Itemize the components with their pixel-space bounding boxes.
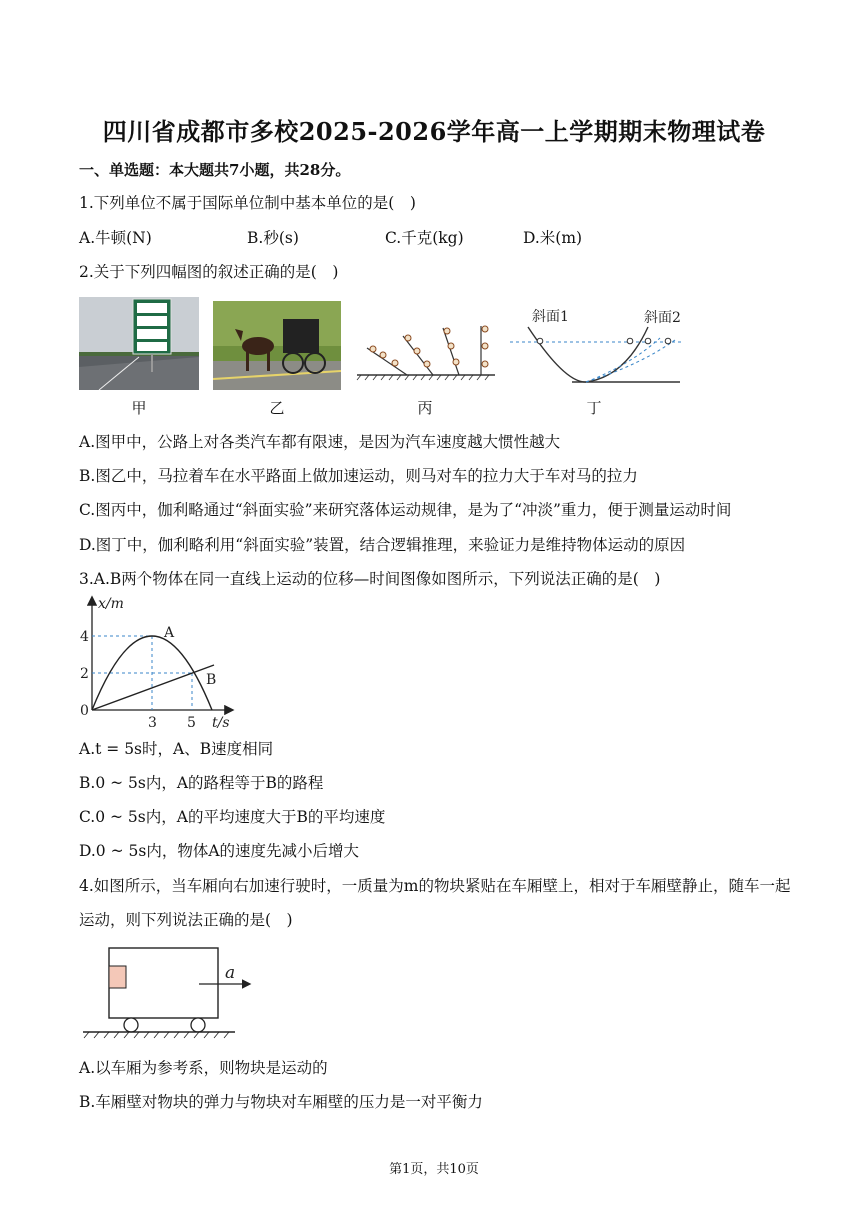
ramp2-label: 斜面2: [644, 310, 681, 326]
q2-option-c[interactable]: C.图丙中，伽利略通过“斜面实验”来研究落体运动规律，是为了“冲淡”重力，便于测量运动时间: [79, 501, 732, 519]
acceleration-label: a: [225, 963, 236, 983]
section-heading: 一、单选题：本大题共7小题，共28分。: [79, 161, 351, 179]
caption-yi: 乙: [269, 399, 285, 417]
q3-option-c[interactable]: C.0 ~ 5s内，A的平均速度大于B的平均速度: [79, 808, 386, 826]
q3-stem: 3.A.B两个物体在同一直线上运动的位移—时间图像如图所示，下列说法正确的是( ): [79, 570, 661, 588]
q4-option-a[interactable]: A.以车厢为参考系，则物块是运动的: [79, 1059, 328, 1077]
q2-option-b[interactable]: B.图乙中，马拉着车在水平路面上做加速运动，则马对车的拉力大于车对马的拉力: [79, 467, 638, 485]
x-tick-3: 3: [148, 715, 157, 731]
page-footer: 第1页，共10页: [389, 1162, 479, 1177]
q1-option-c[interactable]: C.千克(kg): [385, 229, 464, 247]
x-tick-5: 5: [187, 715, 196, 731]
q3-option-d[interactable]: D.0 ~ 5s内，物体A的速度先减小后增大: [79, 842, 360, 860]
x-axis-label: t/s: [212, 715, 230, 731]
caption-ding: 丁: [586, 399, 602, 417]
q4-carriage-diagram: [79, 940, 259, 1040]
q1-option-d[interactable]: D.米(m): [523, 229, 583, 247]
q2-stem: 2.关于下列四幅图的叙述正确的是( ): [79, 263, 339, 281]
caption-jia: 甲: [131, 399, 147, 417]
y-tick-4: 4: [80, 629, 89, 645]
page-title: 四川省成都市多校2025-2026学年高一上学期期末物理试卷: [102, 117, 766, 146]
q4-stem-line1: 4.如图所示，当车厢向右加速行驶时，一质量为m的物块紧贴在车厢壁上，相对于车厢壁静止，随车一起: [79, 877, 791, 895]
q4-option-b[interactable]: B.车厢壁对物块的弹力与物块对车厢壁的压力是一对平衡力: [79, 1093, 483, 1111]
q1-option-b[interactable]: B.秒(s): [247, 229, 299, 247]
figure-ding-ramps-diagram: [510, 305, 690, 387]
q3-xt-graph: [72, 590, 242, 732]
q4-stem-line2: 运动，则下列说法正确的是( ): [79, 911, 293, 929]
q1-stem: 1.下列单位不属于国际单位制中基本单位的是( ): [79, 194, 416, 212]
q2-option-d[interactable]: D.图丁中，伽利略利用“斜面实验”装置，结合逻辑推理，来验证力是维持物体运动的原因: [79, 536, 686, 554]
curve-a-label: A: [164, 625, 175, 641]
caption-bing: 丙: [417, 399, 433, 417]
origin-tick: 0: [80, 703, 89, 719]
figure-jia-highway-photo: [79, 297, 199, 390]
ramp1-label: 斜面1: [532, 309, 569, 325]
q3-option-a[interactable]: A.t = 5s时，A、B速度相同: [79, 740, 274, 758]
q2-option-a[interactable]: A.图甲中，公路上对各类汽车都有限速，是因为汽车速度越大惯性越大: [79, 433, 561, 451]
q3-option-b[interactable]: B.0 ~ 5s内，A的路程等于B的路程: [79, 774, 324, 792]
q1-option-a[interactable]: A.牛顿(N): [79, 229, 152, 247]
y-tick-2: 2: [80, 666, 89, 682]
figure-yi-horse-carriage-photo: [213, 301, 341, 390]
figure-bing-incline-diagram: [355, 320, 500, 382]
curve-b-label: B: [206, 672, 217, 688]
y-axis-label: x/m: [98, 596, 124, 612]
